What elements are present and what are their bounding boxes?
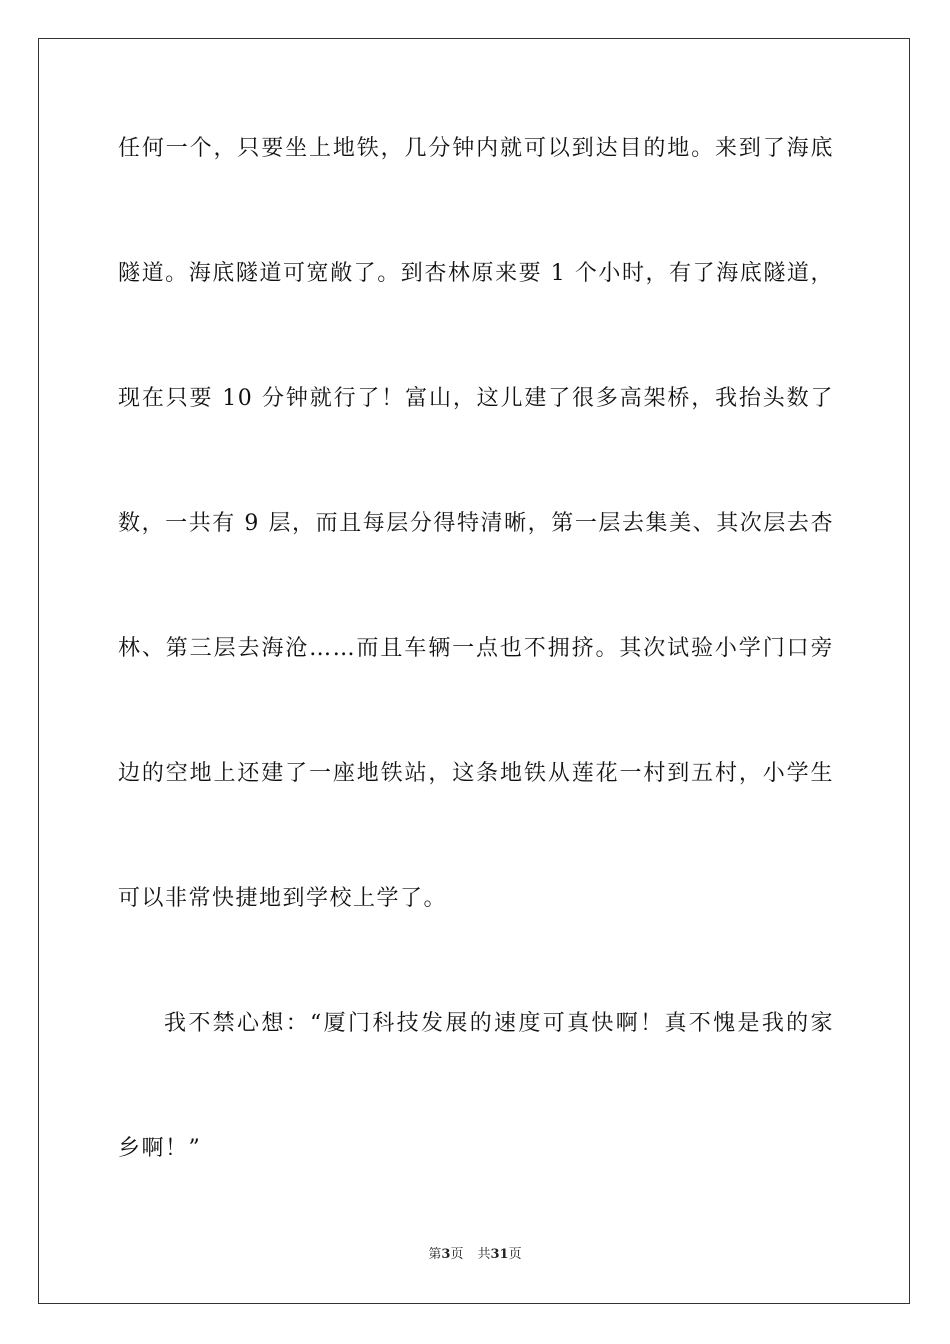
body-line-8: 我不禁心想：“厦门科技发展的速度可真快啊！真不愧是我的家 (164, 1011, 834, 1036)
page-prefix: 第 (428, 1247, 442, 1262)
body-line-7: 可以非常快捷地到学校上学了。 (118, 886, 448, 911)
body-line-3: 现在只要 10 分钟就行了！富山，这儿建了很多高架桥，我抬头数了 (118, 386, 834, 411)
body-line-5: 林、第三层去海沧……而且车辆一点也不拥挤。其次试验小学门口旁 (118, 636, 834, 661)
page-footer (0, 1246, 950, 1264)
page-border (38, 38, 910, 1304)
total-pages: 31 (490, 1247, 509, 1262)
total-suffix: 页 (508, 1247, 522, 1262)
page-suffix: 页 (450, 1247, 464, 1262)
page-number: 3 (441, 1247, 451, 1262)
body-line-4: 数，一共有 9 层，而且每层分得特清晰，第一层去集美、其次层去杏 (118, 511, 834, 536)
body-line-1: 任何一个，只要坐上地铁，几分钟内就可以到达目的地。来到了海底 (118, 136, 834, 161)
body-line-2: 隧道。海底隧道可宽敞了。到杏林原来要 1 个小时，有了海底隧道， (118, 261, 834, 286)
body-line-6: 边的空地上还建了一座地铁站，这条地铁从莲花一村到五村，小学生 (118, 761, 834, 786)
total-prefix: 共 (477, 1247, 491, 1262)
body-line-9: 乡啊！” (118, 1136, 202, 1161)
